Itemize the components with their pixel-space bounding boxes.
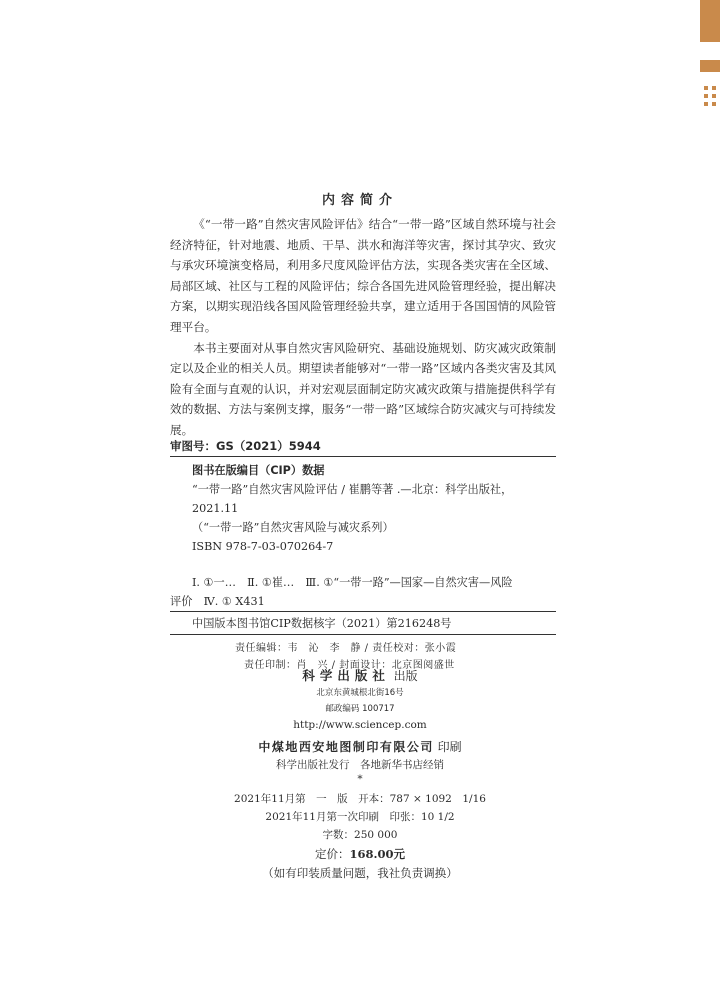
quality-notice: （如有印装质量问题，我社负责调换） bbox=[262, 866, 458, 880]
cip-class-line: Ⅰ. ①一… Ⅱ. ①崔… Ⅲ. ①“一带一路”—国家—自然灾害—风险 bbox=[192, 576, 513, 589]
publisher-action: 出版 bbox=[393, 669, 418, 683]
divider bbox=[170, 611, 556, 612]
intro-paragraph: 本书主要面对从事自然灾害风险研究、基础设施规划、防灾减灾政策制定以及企业的相关人员。期望读者能够对“一带一路”区域内各类灾害及其风险有全面与直观的认识，并对宏观层面制定防灾减灾政策与措施提供科学有效的数据、方法与案例支撑，服务“一带一路”区域综合防灾减灾与可持续发展。 bbox=[170, 340, 556, 437]
cip-series-line: （“一带一路”自然灾害风险与减灾系列） bbox=[192, 521, 394, 534]
cip-title-line: “一带一路”自然灾害风险评估 / 崔鹏等著 .—北京：科学出版社， bbox=[192, 483, 513, 496]
printer-line bbox=[0, 738, 720, 755]
intro-body bbox=[170, 214, 556, 441]
printer-name: 中煤地西安地图制印有限公司 bbox=[258, 740, 434, 754]
cip-isbn-line: ISBN 978-7-03-070264-7 bbox=[192, 540, 334, 553]
publisher-postcode: 邮政编码 100717 bbox=[325, 704, 395, 714]
intro-title: 内容简介 bbox=[321, 193, 398, 208]
cip-heading: 图书在版编目（CIP）数据 bbox=[192, 464, 325, 477]
publisher-address: 北京东黄城根北街16号 bbox=[316, 688, 404, 698]
cip-number: 中国版本图书馆CIP数据核字（2021）第216248号 bbox=[192, 617, 452, 630]
map-review-number: 审图号：GS（2021）5944 bbox=[170, 439, 321, 453]
divider bbox=[170, 456, 556, 457]
separator-star: * bbox=[357, 773, 363, 785]
intro-paragraph: 《“一带一路”自然灾害风险评估》结合“一带一路”区域自然环境与社会经济特征，针对地震、地质、干旱、洪水和海洋等灾害，探讨其孕灾、致灾与承灾环境演变格局，利用多尺度风险评估方法，实现各类灾害在全区域、局部区域、社区与工程的风险评估；综合各国先进风险管理经验，提出解决方案，以期实现沿线各国风险管理经验共享，建立适用于各国国情的风险管理平台。 bbox=[170, 217, 556, 334]
printer-action: 印刷 bbox=[437, 740, 462, 754]
distribution-line: 科学出版社发行 各地新华书店经销 bbox=[276, 759, 444, 771]
price-value: 168.00元 bbox=[349, 847, 405, 861]
cip-date-line: 2021.11 bbox=[192, 502, 239, 515]
price-label: 定价： bbox=[314, 847, 350, 861]
impression-line: 2021年11月第一次印刷 印张：10 1/2 bbox=[265, 811, 455, 823]
cip-class-line: 评价 Ⅳ. ① X431 bbox=[170, 595, 265, 608]
publisher-url: http://www.sciencep.com bbox=[293, 719, 427, 731]
word-count-line: 字数：250 000 bbox=[322, 829, 398, 841]
price-line bbox=[0, 846, 720, 862]
edition-line: 2021年11月第 一 版 开本：787 × 1092 1/16 bbox=[234, 793, 486, 805]
cip-block bbox=[170, 461, 560, 556]
publisher-line bbox=[0, 666, 720, 684]
publisher-name: 科学出版社 bbox=[302, 668, 390, 683]
cip-classification bbox=[170, 573, 560, 611]
editor-credits: 责任编辑：韦 沁 李 静 / 责任校对：张小霞 bbox=[235, 643, 457, 654]
divider bbox=[170, 634, 556, 635]
production-credits: 责任印制：肖 兴 / 封面设计：北京图阅盛世 bbox=[244, 660, 455, 671]
corner-decoration bbox=[700, 0, 720, 130]
